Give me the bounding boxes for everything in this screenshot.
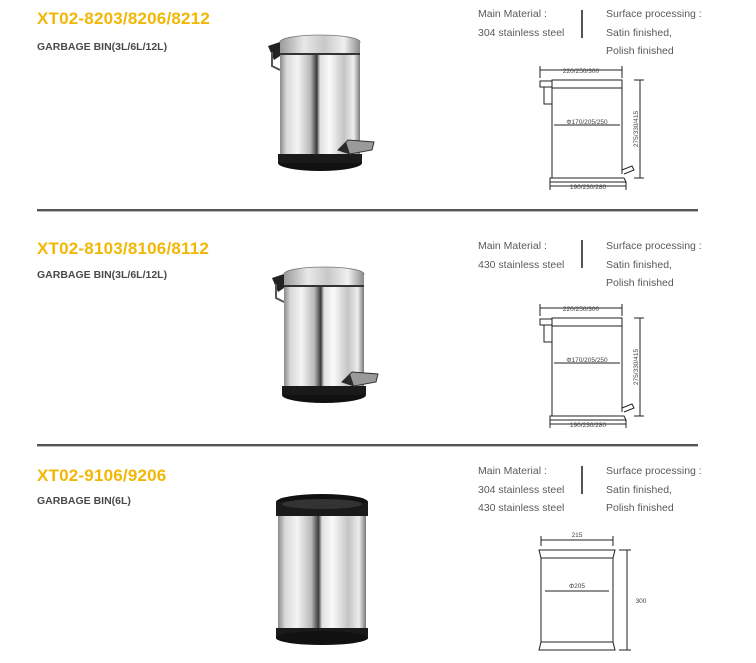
material-value: 430 stainless steel bbox=[478, 258, 565, 271]
product-code: XT02-8203/8206/8212 bbox=[37, 9, 210, 28]
material-spec bbox=[478, 237, 564, 274]
open-bin-icon bbox=[272, 492, 372, 652]
material-label: Main Material : bbox=[478, 8, 547, 20]
product-name: GARBAGE BIN(6L) bbox=[37, 495, 131, 507]
pedal-bin-icon bbox=[262, 32, 378, 182]
product-code: XT02-8103/8106/8112 bbox=[37, 239, 210, 258]
spec-divider bbox=[581, 240, 583, 268]
material-label: Main Material : bbox=[478, 240, 547, 252]
top-width-label: 220/250/300 bbox=[562, 306, 600, 313]
surface-value: Satin finished, bbox=[606, 258, 672, 271]
spec-divider bbox=[581, 10, 583, 38]
surface-label: Surface processing : bbox=[606, 240, 702, 252]
product-section-1 bbox=[0, 0, 756, 210]
diameter-label: Φ205 bbox=[568, 583, 586, 590]
base-width-label: 190/230/280 bbox=[569, 422, 607, 429]
top-width-label: 220/250/300 bbox=[562, 68, 600, 75]
dimension-drawing bbox=[530, 64, 650, 194]
product-section-2 bbox=[0, 228, 756, 443]
base-width-label: 190/230/280 bbox=[569, 184, 607, 191]
surface-value: Polish finished bbox=[606, 502, 674, 514]
product-section-3 bbox=[0, 456, 756, 663]
surface-label: Surface processing : bbox=[606, 8, 702, 20]
surface-value: Polish finished bbox=[606, 277, 674, 289]
material-spec bbox=[478, 5, 564, 42]
surface-spec bbox=[606, 5, 702, 61]
material-value: 304 stainless steel bbox=[478, 483, 565, 496]
pedal-bin-icon bbox=[266, 264, 382, 414]
material-value: 430 stainless steel bbox=[478, 502, 565, 514]
height-label: 275/330/415 bbox=[633, 348, 640, 386]
surface-value: Satin finished, bbox=[606, 26, 672, 39]
product-code: XT02-9106/9206 bbox=[37, 466, 167, 485]
surface-value: Polish finished bbox=[606, 45, 674, 57]
section-separator bbox=[37, 209, 698, 212]
product-name: GARBAGE BIN(3L/6L/12L) bbox=[37, 269, 168, 281]
surface-value: Satin finished, bbox=[606, 483, 672, 496]
section-separator bbox=[37, 444, 698, 447]
dimension-drawing bbox=[530, 302, 650, 432]
surface-spec bbox=[606, 462, 702, 518]
product-name: GARBAGE BIN(3L/6L/12L) bbox=[37, 41, 168, 53]
spec-divider bbox=[581, 466, 583, 494]
surface-spec bbox=[606, 237, 702, 293]
material-spec bbox=[478, 462, 564, 518]
top-width-label: 215 bbox=[571, 532, 583, 539]
height-label: 275/330/415 bbox=[633, 110, 640, 148]
diameter-label: Φ170/205/250 bbox=[566, 357, 608, 364]
height-label: 300 bbox=[635, 598, 647, 605]
material-value: 304 stainless steel bbox=[478, 26, 565, 39]
material-label: Main Material : bbox=[478, 465, 547, 477]
surface-label: Surface processing : bbox=[606, 465, 702, 477]
dimension-drawing bbox=[535, 526, 655, 656]
diameter-label: Φ170/205/250 bbox=[566, 119, 608, 126]
